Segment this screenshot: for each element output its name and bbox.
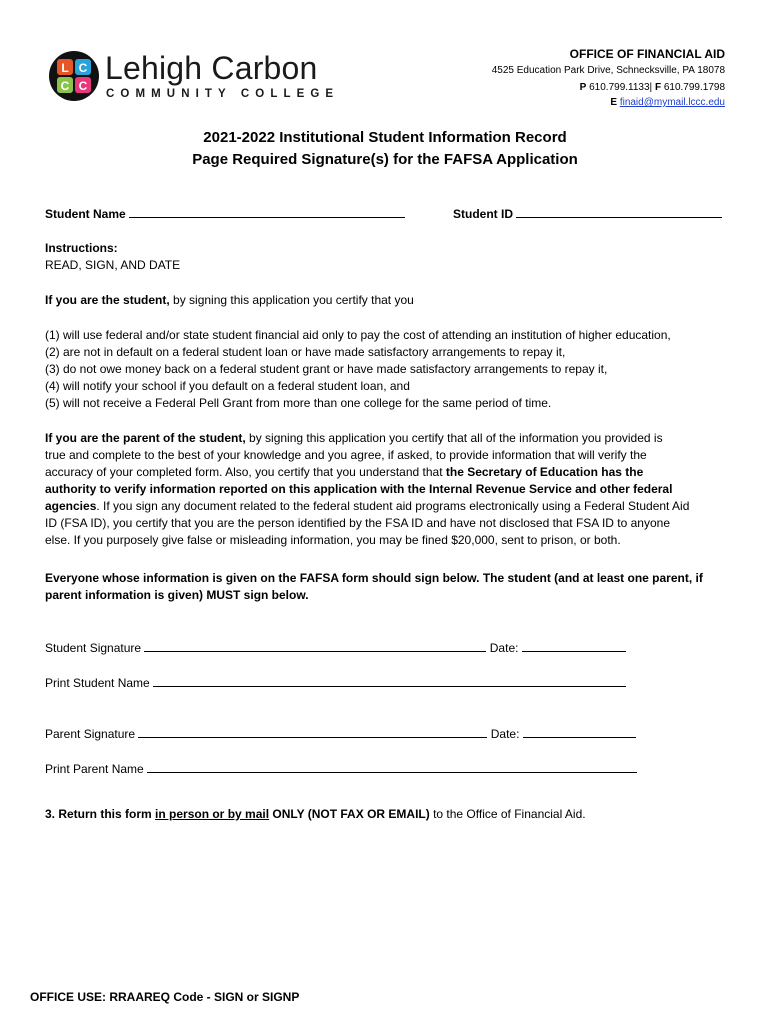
parent-cert-line: ID (FSA ID), you certify that you are the person identified by the FSA ID and have not disclosed that FSA ID to anyone xyxy=(45,516,671,530)
form-title: 2021-2022 Institutional Student Information Record xyxy=(203,129,567,146)
print-student-field[interactable] xyxy=(153,674,626,687)
parent-date-field[interactable] xyxy=(523,725,636,738)
fax-label: F xyxy=(654,82,662,93)
parent-cert-text: accuracy of your completed form. Also, you certify that you understand that xyxy=(45,465,446,479)
parent-cert-line xyxy=(45,498,689,515)
return-instruction xyxy=(45,806,586,823)
parent-date-label: Date: xyxy=(490,727,520,741)
student-cert-rest: by signing this application you certify that you xyxy=(169,293,414,307)
parent-cert-text: by signing this application you certify that all of the information you provided is xyxy=(245,431,663,445)
college-subtitle: COMMUNITY COLLEGE xyxy=(106,88,340,100)
email-link[interactable]: finaid@mymail.lccc.edu xyxy=(619,97,725,108)
student-id-label: Student ID xyxy=(453,207,513,221)
student-cert-bold: If you are the student, xyxy=(45,293,170,307)
cert-item: (4) will notify your school if you default on a federal student loan, and xyxy=(45,379,410,393)
office-address: 4525 Education Park Drive, Schnecksville, PA 18078 xyxy=(491,65,725,76)
student-name-label: Student Name xyxy=(45,207,126,221)
return-method: in person or by mail xyxy=(155,807,270,821)
student-name-field[interactable] xyxy=(129,205,405,218)
return-destination: to the Office of Financial Aid. xyxy=(429,807,586,821)
parent-cert-line xyxy=(45,464,689,481)
svg-text:C: C xyxy=(78,61,88,75)
student-date-field[interactable] xyxy=(522,639,626,652)
parent-signature-field[interactable] xyxy=(138,725,487,738)
student-signature-row xyxy=(45,639,626,657)
student-name-row xyxy=(45,205,405,223)
parent-cert-bold: the Secretary of Education has the xyxy=(445,465,644,479)
form-subtitle: Page Required Signature(s) for the FAFSA Application xyxy=(192,151,578,168)
return-text-bold: 3. Return this form xyxy=(45,807,156,821)
office-phone-fax xyxy=(580,80,725,96)
lccc-logo-mark xyxy=(48,50,100,102)
office-use-note: OFFICE USE: RRAAREQ Code - SIGN or SIGNP xyxy=(30,990,300,1004)
office-title: OFFICE OF FINANCIAL AID xyxy=(569,47,725,61)
student-cert-intro xyxy=(45,292,414,309)
parent-cert-paragraph xyxy=(45,430,689,549)
student-id-row xyxy=(453,205,722,223)
everyone-line: Everyone whose information is given on the FAFSA form should sign below. The student (and at least one parent, if xyxy=(45,571,703,585)
cert-item: (3) do not owe money back on a federal student grant or have made satisfactory arrangements to repay it, xyxy=(45,362,608,376)
parent-cert-line: true and complete to the best of your knowledge and you agree, if asked, to provide information that will verify the xyxy=(45,448,647,462)
everyone-sign-note xyxy=(45,570,703,604)
print-student-label: Print Student Name xyxy=(45,676,150,690)
instructions-text: READ, SIGN, AND DATE xyxy=(45,258,181,272)
svg-text:C: C xyxy=(78,79,88,93)
email-label: E xyxy=(610,97,618,108)
cert-item: (5) will not receive a Federal Pell Grant from more than one college for the same period of time. xyxy=(45,396,552,410)
svg-text:C: C xyxy=(60,79,70,93)
parent-signature-label: Parent Signature xyxy=(45,727,136,741)
phone-number: 610.799.1133| xyxy=(589,82,653,93)
print-parent-field[interactable] xyxy=(147,760,637,773)
student-date-label: Date: xyxy=(489,641,519,655)
svg-text:L: L xyxy=(61,61,69,75)
parent-signature-row xyxy=(45,725,636,743)
parent-cert-text: . If you sign any document related to the federal student aid programs electronically using a Federal Student Aid xyxy=(96,499,690,513)
parent-cert-bold: agencies xyxy=(45,499,97,513)
parent-cert-line: else. If you purposely give false or misleading information, you may be fined $20,000, sent to prison, or both. xyxy=(45,533,621,547)
student-signature-field[interactable] xyxy=(144,639,486,652)
return-restriction: ONLY (NOT FAX OR EMAIL) xyxy=(269,807,430,821)
cert-item: (1) will use federal and/or state student financial aid only to pay the cost of attending an institution of higher education, xyxy=(45,328,671,342)
certification-list xyxy=(45,327,671,412)
parent-cert-bold: If you are the parent of the student, xyxy=(45,431,246,445)
print-parent-row xyxy=(45,760,637,778)
college-name: Lehigh Carbon xyxy=(105,50,318,86)
student-signature-label: Student Signature xyxy=(45,641,142,655)
office-email-row xyxy=(610,95,725,111)
phone-label: P xyxy=(579,82,587,93)
fax-number: 610.799.1798 xyxy=(663,82,725,93)
parent-cert-line: authority to verify information reported on this application with the Internal Revenue Service and other federal xyxy=(45,482,673,496)
instructions-heading: Instructions: xyxy=(45,241,118,255)
parent-cert-line xyxy=(45,430,689,447)
print-student-row xyxy=(45,674,626,692)
cert-item: (2) are not in default on a federal student loan or have made satisfactory arrangements to repay it, xyxy=(45,345,566,359)
student-id-field[interactable] xyxy=(516,205,722,218)
print-parent-label: Print Parent Name xyxy=(45,762,144,776)
everyone-line: parent information is given) MUST sign below. xyxy=(45,588,309,602)
